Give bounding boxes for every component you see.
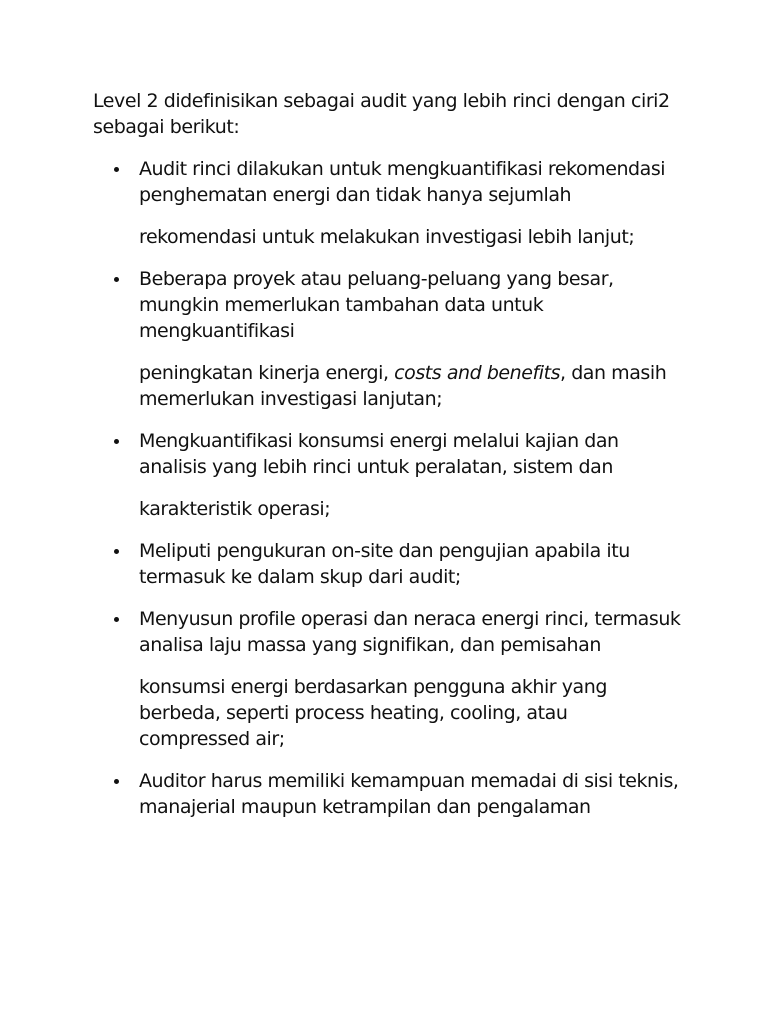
item-continuation: karakteristik operasi; xyxy=(139,498,331,520)
list-item xyxy=(93,156,683,250)
list-item xyxy=(93,428,683,522)
list-item xyxy=(93,266,683,412)
item-continuation xyxy=(139,360,683,412)
intro-paragraph: Level 2 didefinisikan sebagai audit yang lebih rinci dengan ciri2 sebagai berikut: xyxy=(93,90,670,138)
item-paragraph: Meliputi pengukuran on-site dan pengujian apabila itu termasuk ke dalam skup dari audit; xyxy=(139,540,630,588)
bullet-icon xyxy=(114,549,119,554)
list-item xyxy=(93,538,683,590)
criteria-list xyxy=(93,156,683,820)
list-item xyxy=(93,768,683,820)
continuation-text-end: , dan masih memerlukan investigasi lanjutan; xyxy=(139,362,667,410)
bullet-icon xyxy=(114,167,119,172)
bullet-icon xyxy=(114,617,119,622)
bullet-icon xyxy=(114,439,119,444)
item-paragraph: Mengkuantifikasi konsumsi energi melalui kajian dan analisis yang lebih rinci untuk peralatan, sistem dan xyxy=(139,430,619,478)
italic-phrase: costs and benefits xyxy=(394,362,561,384)
item-paragraph: Beberapa proyek atau peluang-peluang yang besar, mungkin memerlukan tambahan data untuk mengkuantifikasi xyxy=(139,268,614,342)
item-paragraph: Audit rinci dilakukan untuk mengkuantifikasi rekomendasi penghematan energi dan tidak hanya sejumlah xyxy=(139,158,666,206)
document-body xyxy=(93,88,683,836)
continuation-text: peningkatan kinerja energi, xyxy=(139,362,395,384)
item-continuation: konsumsi energi berdasarkan pengguna akhir yang berbeda, seperti process heating, cooling, atau compressed air; xyxy=(139,676,607,750)
item-continuation: rekomendasi untuk melakukan investigasi lebih lanjut; xyxy=(139,226,635,248)
bullet-icon xyxy=(114,277,119,282)
list-item xyxy=(93,606,683,752)
item-paragraph: Auditor harus memiliki kemampuan memadai di sisi teknis, manajerial maupun ketrampilan dan pengalaman xyxy=(139,770,679,818)
bullet-icon xyxy=(114,779,119,784)
item-paragraph: Menyusun profile operasi dan neraca energi rinci, termasuk analisa laju massa yang signifikan, dan pemisahan xyxy=(139,608,681,656)
